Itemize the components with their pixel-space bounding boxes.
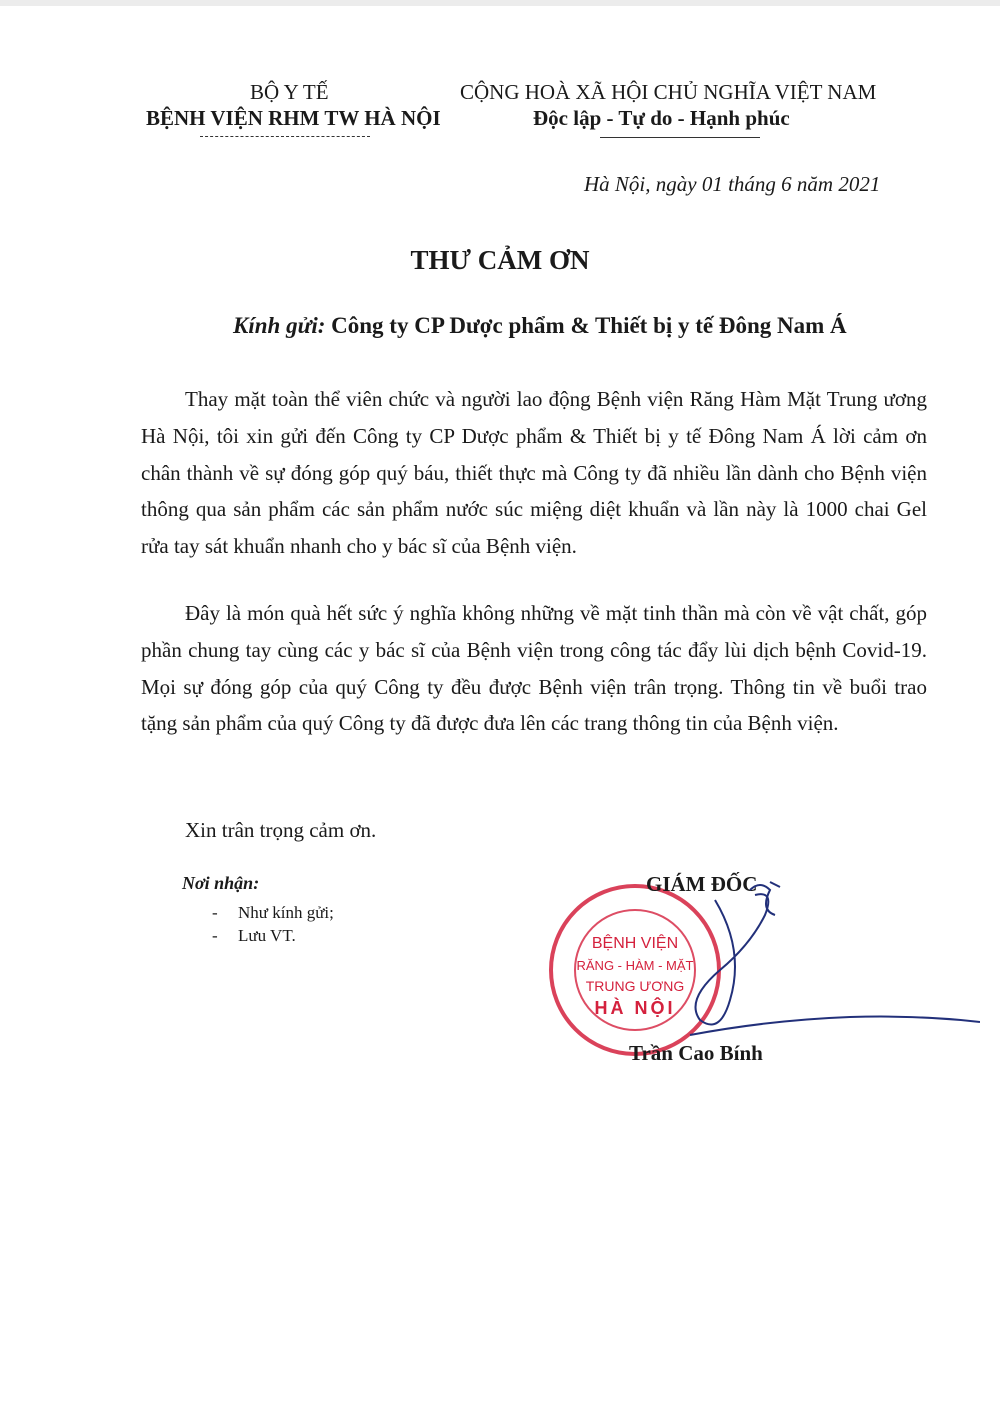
body-paragraph-1: Thay mặt toàn thể viên chức và người lao động Bệnh viện Răng Hàm Mặt Trung ương Hà Nội, tôi xin gửi đến Công ty CP Dược phẩm & Thiết bị y tế Đông Nam Á lời cảm ơn chân thành về sự đóng góp quý báu, thiết thực mà Công ty đã nhiều lần dành cho Bệnh viện thông qua sản phẩm các sản phẩm nước súc miệng diệt khuẩn và lần này là 1000 chai Gel rửa tay sát khuẩn nhanh cho y bác sĩ của Bệnh viện. <box>141 387 927 559</box>
body-paragraph-2: Đây là món quà hết sức ý nghĩa không những về mặt tinh thần mà còn về vật chất, góp phần chung tay cùng các y bác sĩ của Bệnh viện trong công tác đẩy lùi dịch bệnh Covid-19. Mọi sự đóng góp của quý Công ty đều được Bệnh viện trân trọng. Thông tin về buổi trao tặng sản phẩm của quý Công ty đã được đưa lên các trang thông tin của Bệnh viện. <box>141 601 927 736</box>
recipients-title: Nơi nhận: <box>182 873 260 893</box>
stamp-line-2: RĂNG - HÀM - MẶT <box>576 958 694 973</box>
recipients-item: - Lưu VT. <box>212 926 296 945</box>
org-divider <box>200 136 370 137</box>
stamp-line-1: BỆNH VIỆN <box>591 935 679 952</box>
scan-edge <box>0 0 1000 6</box>
recipient-name: Công ty CP Dược phẩm & Thiết bị y tế Đông Nam Á <box>331 313 847 338</box>
signer-name: Trần Cao Bính <box>629 1041 763 1065</box>
recipients-item-text: Lưu VT. <box>238 926 296 945</box>
stamp-line-3: TRUNG ƯƠNG <box>585 978 685 994</box>
motto-divider <box>600 137 760 138</box>
stamp-line-4: HÀ NỘI <box>594 998 676 1018</box>
ministry-name: BỘ Y TẾ <box>250 80 329 104</box>
national-motto: Độc lập - Tự do - Hạnh phúc <box>533 106 790 130</box>
handwritten-signature <box>620 860 980 1060</box>
hospital-name: BỆNH VIỆN RHM TW HÀ NỘI <box>146 106 441 130</box>
recipients-item: - Như kính gửi; <box>212 903 334 922</box>
recipients-item-text: Như kính gửi; <box>238 903 334 922</box>
recipient-label: Kính gửi: <box>233 313 326 338</box>
closing-line: Xin trân trọng cảm ơn. <box>185 818 377 842</box>
recipient-line <box>233 313 847 339</box>
national-title: CỘNG HOÀ XÃ HỘI CHỦ NGHĨA VIỆT NAM <box>460 80 877 104</box>
date-line: Hà Nội, ngày 01 tháng 6 năm 2021 <box>584 172 881 196</box>
letter-title: THƯ CẢM ƠN <box>410 245 590 275</box>
signer-role: GIÁM ĐỐC <box>646 872 758 896</box>
